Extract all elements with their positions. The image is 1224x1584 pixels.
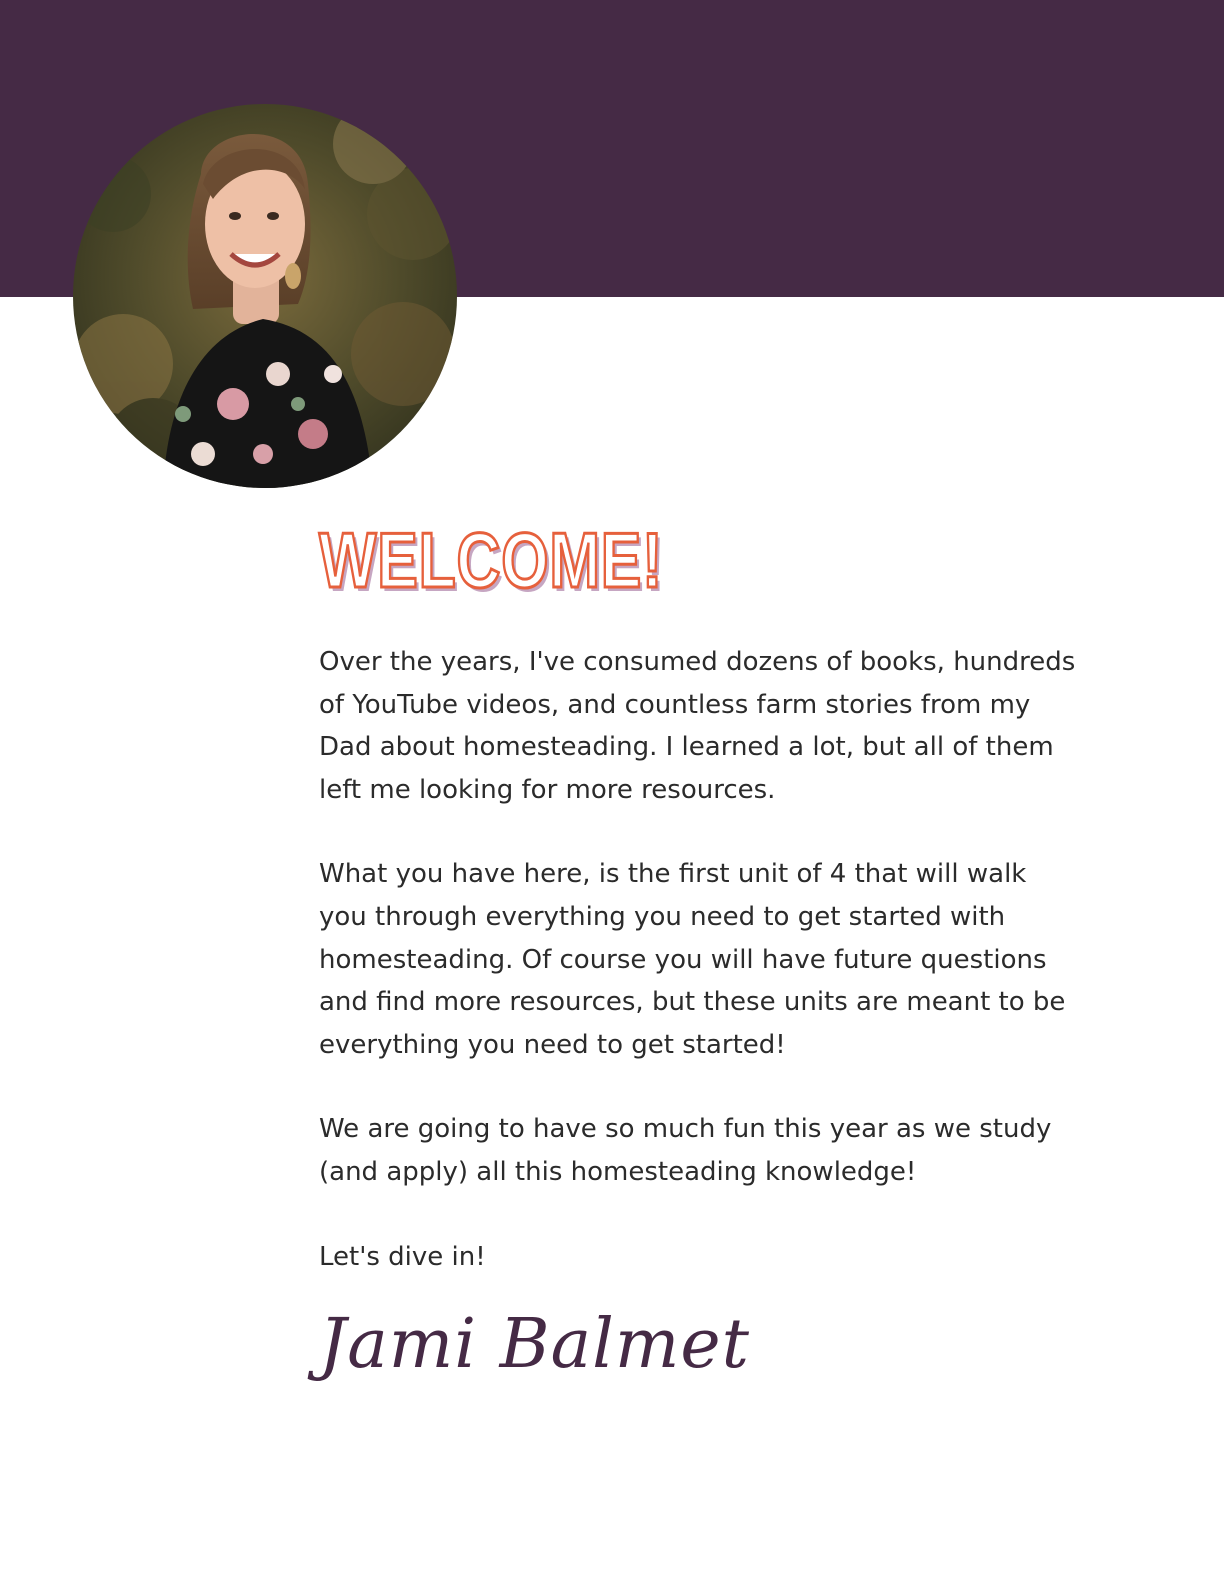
- signature: Jami Balmet: [319, 1305, 750, 1385]
- welcome-title: WELCOME!: [319, 516, 664, 604]
- paragraph: We are going to have so much fun this year as we study (and apply) all this homesteading knowledge!: [319, 1114, 1052, 1187]
- paragraph: Over the years, I've consumed dozens of books, hundreds of YouTube videos, and countless farm stories from my Dad about homesteading. I learned a lot, but all of them left me looking for more resources.: [319, 647, 1076, 805]
- letter-body: [319, 641, 1079, 1278]
- portrait-photo-icon: [73, 104, 457, 488]
- welcome-letter: [319, 515, 1079, 1390]
- paragraph: What you have here, is the first unit of 4 that will walk you through everything you need to get started with homesteading. Of course you will have future questions and find more resources, but these units are meant to be everything you need to get started!: [319, 859, 1066, 1060]
- paragraph: Let's dive in!: [319, 1241, 486, 1272]
- author-portrait: [73, 104, 457, 488]
